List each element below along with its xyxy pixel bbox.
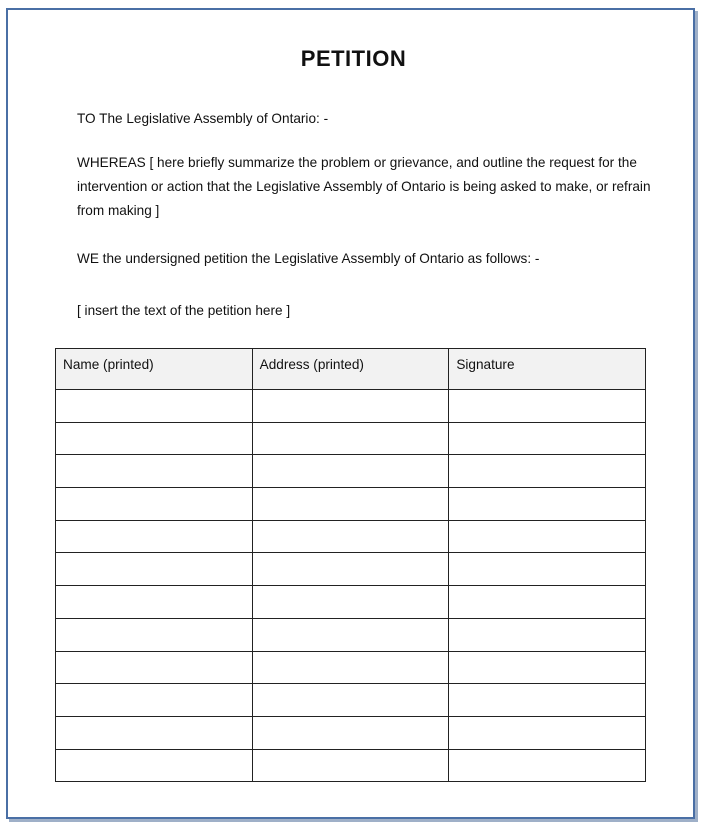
whereas-paragraph: WHEREAS [ here briefly summarize the problem or grievance, and outline the request for the intervention or action that the Legislative Assembly of Ontario is being asked to make, or refrain from making ] xyxy=(77,155,651,218)
table-row xyxy=(56,684,646,717)
address-cell xyxy=(252,455,449,488)
address-cell xyxy=(252,651,449,684)
address-cell xyxy=(252,749,449,782)
signature-cell xyxy=(449,488,646,521)
address-cell xyxy=(252,422,449,455)
table-row xyxy=(56,618,646,651)
table-row xyxy=(56,488,646,521)
signature-column-header: Signature xyxy=(449,349,646,390)
table-row xyxy=(56,455,646,488)
addressee-line: TO The Legislative Assembly of Ontario: - xyxy=(77,111,329,126)
name-cell xyxy=(56,651,253,684)
signature-cell xyxy=(449,553,646,586)
petition-text-placeholder: [ insert the text of the petition here ] xyxy=(77,303,291,318)
address-cell xyxy=(252,390,449,423)
name-cell xyxy=(56,716,253,749)
name-cell xyxy=(56,618,253,651)
address-column-header: Address (printed) xyxy=(252,349,449,390)
name-cell xyxy=(56,553,253,586)
signature-cell xyxy=(449,618,646,651)
table-row xyxy=(56,716,646,749)
name-column-header: Name (printed) xyxy=(56,349,253,390)
signature-cell xyxy=(449,716,646,749)
page-title: PETITION xyxy=(300,46,407,71)
table-row xyxy=(56,553,646,586)
name-cell xyxy=(56,455,253,488)
name-cell xyxy=(56,749,253,782)
table-row xyxy=(56,586,646,619)
table-row xyxy=(56,651,646,684)
signature-cell xyxy=(449,455,646,488)
name-cell xyxy=(56,586,253,619)
table-header-row xyxy=(56,349,646,390)
signature-cell xyxy=(449,586,646,619)
signature-cell xyxy=(449,651,646,684)
signature-cell xyxy=(449,684,646,717)
address-cell xyxy=(252,586,449,619)
address-cell xyxy=(252,520,449,553)
address-cell xyxy=(252,716,449,749)
signature-cell xyxy=(449,422,646,455)
name-cell xyxy=(56,684,253,717)
name-cell xyxy=(56,422,253,455)
signature-table-body xyxy=(56,390,646,782)
address-cell xyxy=(252,618,449,651)
signature-cell xyxy=(449,390,646,423)
table-row xyxy=(56,422,646,455)
name-cell xyxy=(56,520,253,553)
table-row xyxy=(56,520,646,553)
signature-table xyxy=(55,348,646,782)
signature-cell xyxy=(449,749,646,782)
signature-cell xyxy=(449,520,646,553)
address-cell xyxy=(252,488,449,521)
table-row xyxy=(56,749,646,782)
table-row xyxy=(56,390,646,423)
address-cell xyxy=(252,684,449,717)
petition-request-line: WE the undersigned petition the Legislative Assembly of Ontario as follows: - xyxy=(77,251,540,266)
name-cell xyxy=(56,390,253,423)
address-cell xyxy=(252,553,449,586)
name-cell xyxy=(56,488,253,521)
